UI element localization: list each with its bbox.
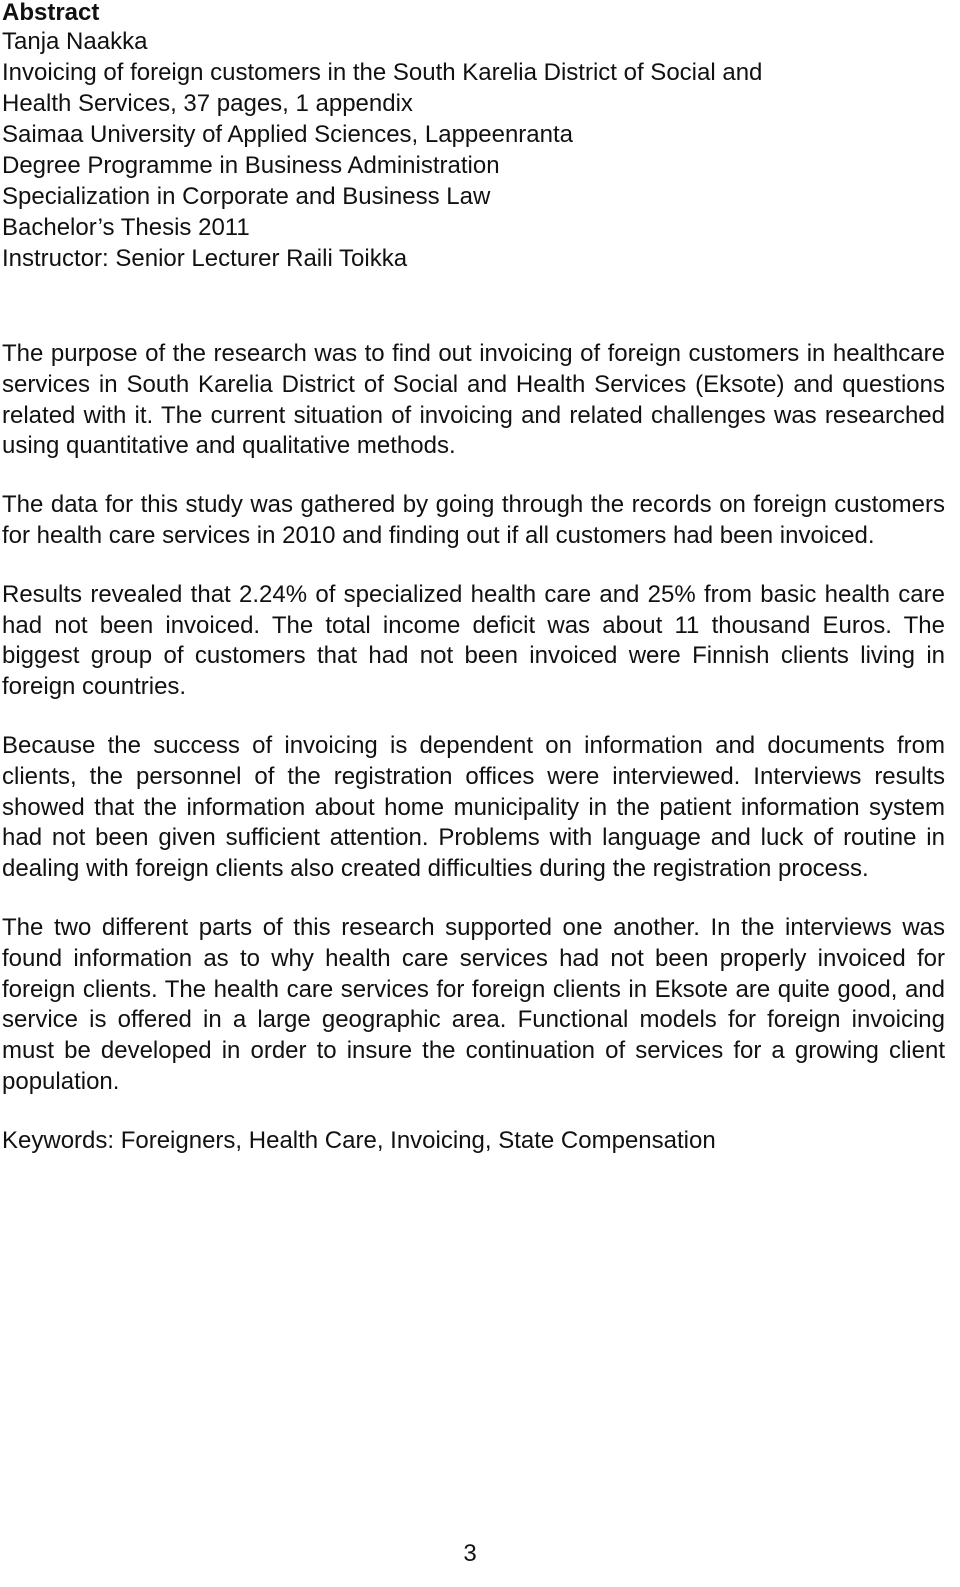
thesis-type-year-line: Bachelor’s Thesis 2011: [2, 214, 250, 241]
document-page: [2, 0, 945, 1587]
paragraph-data: The data for this study was gathered by going through the records on foreign customers for health care services in 2010 and finding out if all customers had been invoiced.: [2, 491, 945, 549]
abstract-body: [2, 339, 945, 1156]
keywords-line: Keywords: Foreigners, Health Care, Invoicing, State Compensation: [2, 1126, 716, 1154]
abstract-heading: Abstract: [2, 0, 100, 26]
thesis-title-line-1: Invoicing of foreign customers in the South Karelia District of Social and: [2, 59, 763, 86]
paragraph-interviews: Because the success of invoicing is dependent on information and documents from clients, the personnel of the registration offices were interviewed. Interviews results showed that the information about home municipality in the patient information system had not been given sufficient attention. Problems with language and luck of routine in dealing with foreign clients also created difficulties during the registration process.: [2, 731, 945, 883]
thesis-title-line-2: Health Services, 37 pages, 1 appendix: [2, 90, 413, 117]
thesis-metadata: [2, 26, 945, 274]
paragraph-purpose: The purpose of the research was to find out invoicing of foreign customers in healthcare services in South Karelia District of Social and Health Services (Eksote) and questions related with it. The current situation of invoicing and related challenges was researched using quantitative and qualitative methods.: [2, 340, 945, 460]
page-number: 3: [463, 1540, 477, 1567]
instructor-line: Instructor: Senior Lecturer Raili Toikka: [2, 245, 408, 272]
university-line: Saimaa University of Applied Sciences, Lappeenranta: [2, 121, 574, 148]
specialization-line: Specialization in Corporate and Business Law: [2, 183, 491, 210]
author-name: Tanja Naakka: [2, 28, 148, 55]
degree-programme-line: Degree Programme in Business Administration: [2, 152, 500, 179]
paragraph-conclusion: The two different parts of this research supported one another. In the interviews was found information as to why health care services had not been properly invoiced for foreign clients. The health care services for foreign clients in Eksote are quite good, and service is offered in a large geographic area. Functional models for foreign invoicing must be developed in order to insure the continuation of services for a growing client population.: [2, 913, 945, 1095]
paragraph-results: Results revealed that 2.24% of specialized health care and 25% from basic health care had not been invoiced. The total income deficit was about 11 thousand Euros. The biggest group of customers that had not been invoiced were Finnish clients living in foreign countries.: [2, 580, 945, 701]
